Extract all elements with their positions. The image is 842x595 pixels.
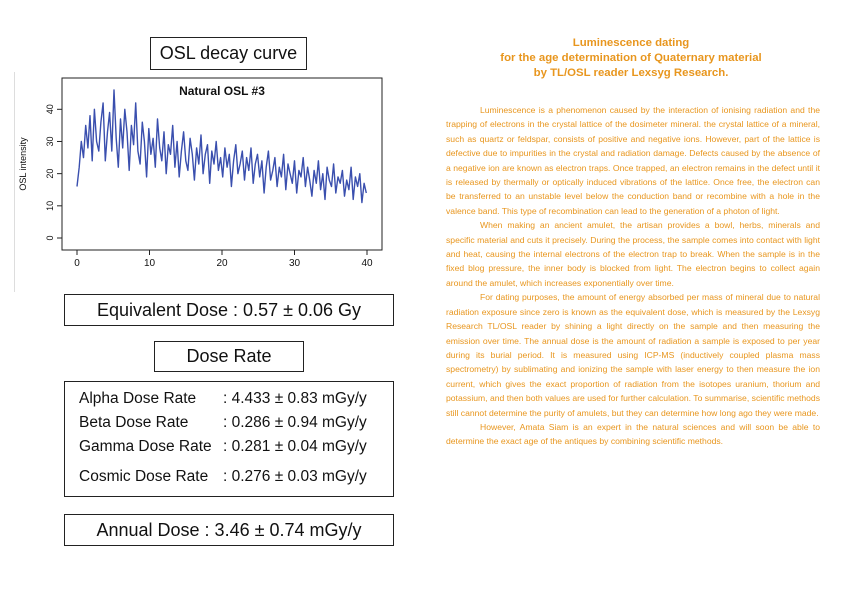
dose-rate-label: Beta Dose Rate: [79, 414, 189, 431]
osl-chart: [14, 72, 396, 292]
y-tick-label: 30: [45, 136, 55, 147]
x-tick-label: 30: [288, 258, 301, 269]
dose-rate-value: : 0.276 ± 0.03 mGy/y: [223, 468, 367, 485]
dose-rate-title-text: Dose Rate: [186, 346, 272, 366]
annual-dose-box: [64, 514, 394, 546]
osl-title-text: OSL decay curve: [159, 43, 298, 63]
article-paragraph: Luminescence is a phenomenon caused by the interaction of ionising radiation and the trapping of electrons in the crystal lattice of the dosimeter mineral. the crystal lattice of a mineral, such as quartz or feldspar, consists of positive and negative ions. However, part of the lattice is defective due to impurities in the crystal and radiation damage. Defects caused by the absence of a negative ion are known as electron traps. Once trapped, an electron remains in the defect until it is released by thermally or optically induced vibrations of the lattice. Once free, the electron can be transferred to an unstable level below the conduction band or recombine with a hole in the valence band. This type of recombination can lead to the generation of a photon of light.: [446, 105, 820, 216]
chart-title: Natural OSL #3: [179, 84, 265, 98]
x-tick-label: 0: [74, 258, 80, 269]
osl-decay-curve-title: [150, 37, 307, 70]
x-tick-label: 10: [143, 258, 156, 269]
article-paragraph: However, Amata Siam is an expert in the natural sciences and will soon be able to determine the exact age of the antiques by combining scientific methods.: [446, 421, 820, 447]
dose-rate-title: [154, 341, 304, 372]
dose-rate-label: Gamma Dose Rate: [79, 438, 212, 455]
article-paragraph: When making an ancient amulet, the artisan provides a bowl, herbs, minerals and specific material and cuts it precisely. During the process, the sample comes into contact with light and heat, causing the internal electrons of the electron trap to break. When the sample is in the fixed blog pressure, the inner body is blocked from light. The electron begins to collect again around the amulet, which increases exponentially over time.: [446, 220, 820, 288]
equivalent-dose-text: Equivalent Dose : 0.57 ± 0.06 Gy: [96, 299, 362, 320]
x-tick-label: 20: [216, 258, 228, 269]
article-title-line: by TL/OSL reader Lexsyg Research.: [533, 67, 729, 79]
dose-rate-value: : 0.286 ± 0.94 mGy/y: [223, 414, 367, 431]
y-tick-label: 40: [45, 104, 55, 115]
y-tick-label: 20: [45, 168, 55, 179]
article-paragraph: For dating purposes, the amount of energy absorbed per mass of mineral due to natural radiation exposure since zero is known as the equivalent dose, which is measured by the Lexsyg Research TL/OSL reader by shining a light directly on the sample and then measuring the emission over time. The annual dose is the amount of radiation a sample is exposed to per year during its burial period. It is measured using ICP-MS (inductively coupled plasma mass spectrometry) by sublimating and ionizing the sample with laser energy to then measure the ion current, which gives the exact proportion of radiation from the isotopes uranium, thorium and potassium, and then both values are used for further calculation. To summarise, scientific methods still cannot determine the purity of amulets, but they can determine how long ago they were made.: [446, 292, 820, 418]
dose-rate-table: [64, 381, 394, 497]
dose-rate-label: Alpha Dose Rate: [79, 390, 197, 407]
annual-dose-text: Annual Dose : 3.46 ± 0.74 mGy/y: [96, 519, 362, 540]
osl-chart-svg: [14, 72, 396, 292]
y-tick-label: 10: [45, 200, 55, 211]
article-title-line: for the age determination of Quaternary material: [500, 52, 762, 64]
x-tick-label: 40: [361, 258, 373, 269]
dose-rate-value: : 0.281 ± 0.04 mGy/y: [223, 438, 367, 455]
y-tick-label: 0: [45, 235, 55, 241]
article-title: [442, 36, 820, 81]
dose-rate-label: Cosmic Dose Rate: [79, 468, 209, 485]
dose-rate-value: : 4.433 ± 0.83 mGy/y: [223, 390, 367, 407]
article-title-line: Luminescence dating: [572, 37, 690, 49]
osl-series-line: [77, 90, 366, 203]
article-column: [446, 36, 820, 449]
equivalent-dose-box: [64, 294, 394, 326]
article-body: [446, 103, 820, 449]
y-axis-label: OSL intensity: [18, 137, 28, 191]
